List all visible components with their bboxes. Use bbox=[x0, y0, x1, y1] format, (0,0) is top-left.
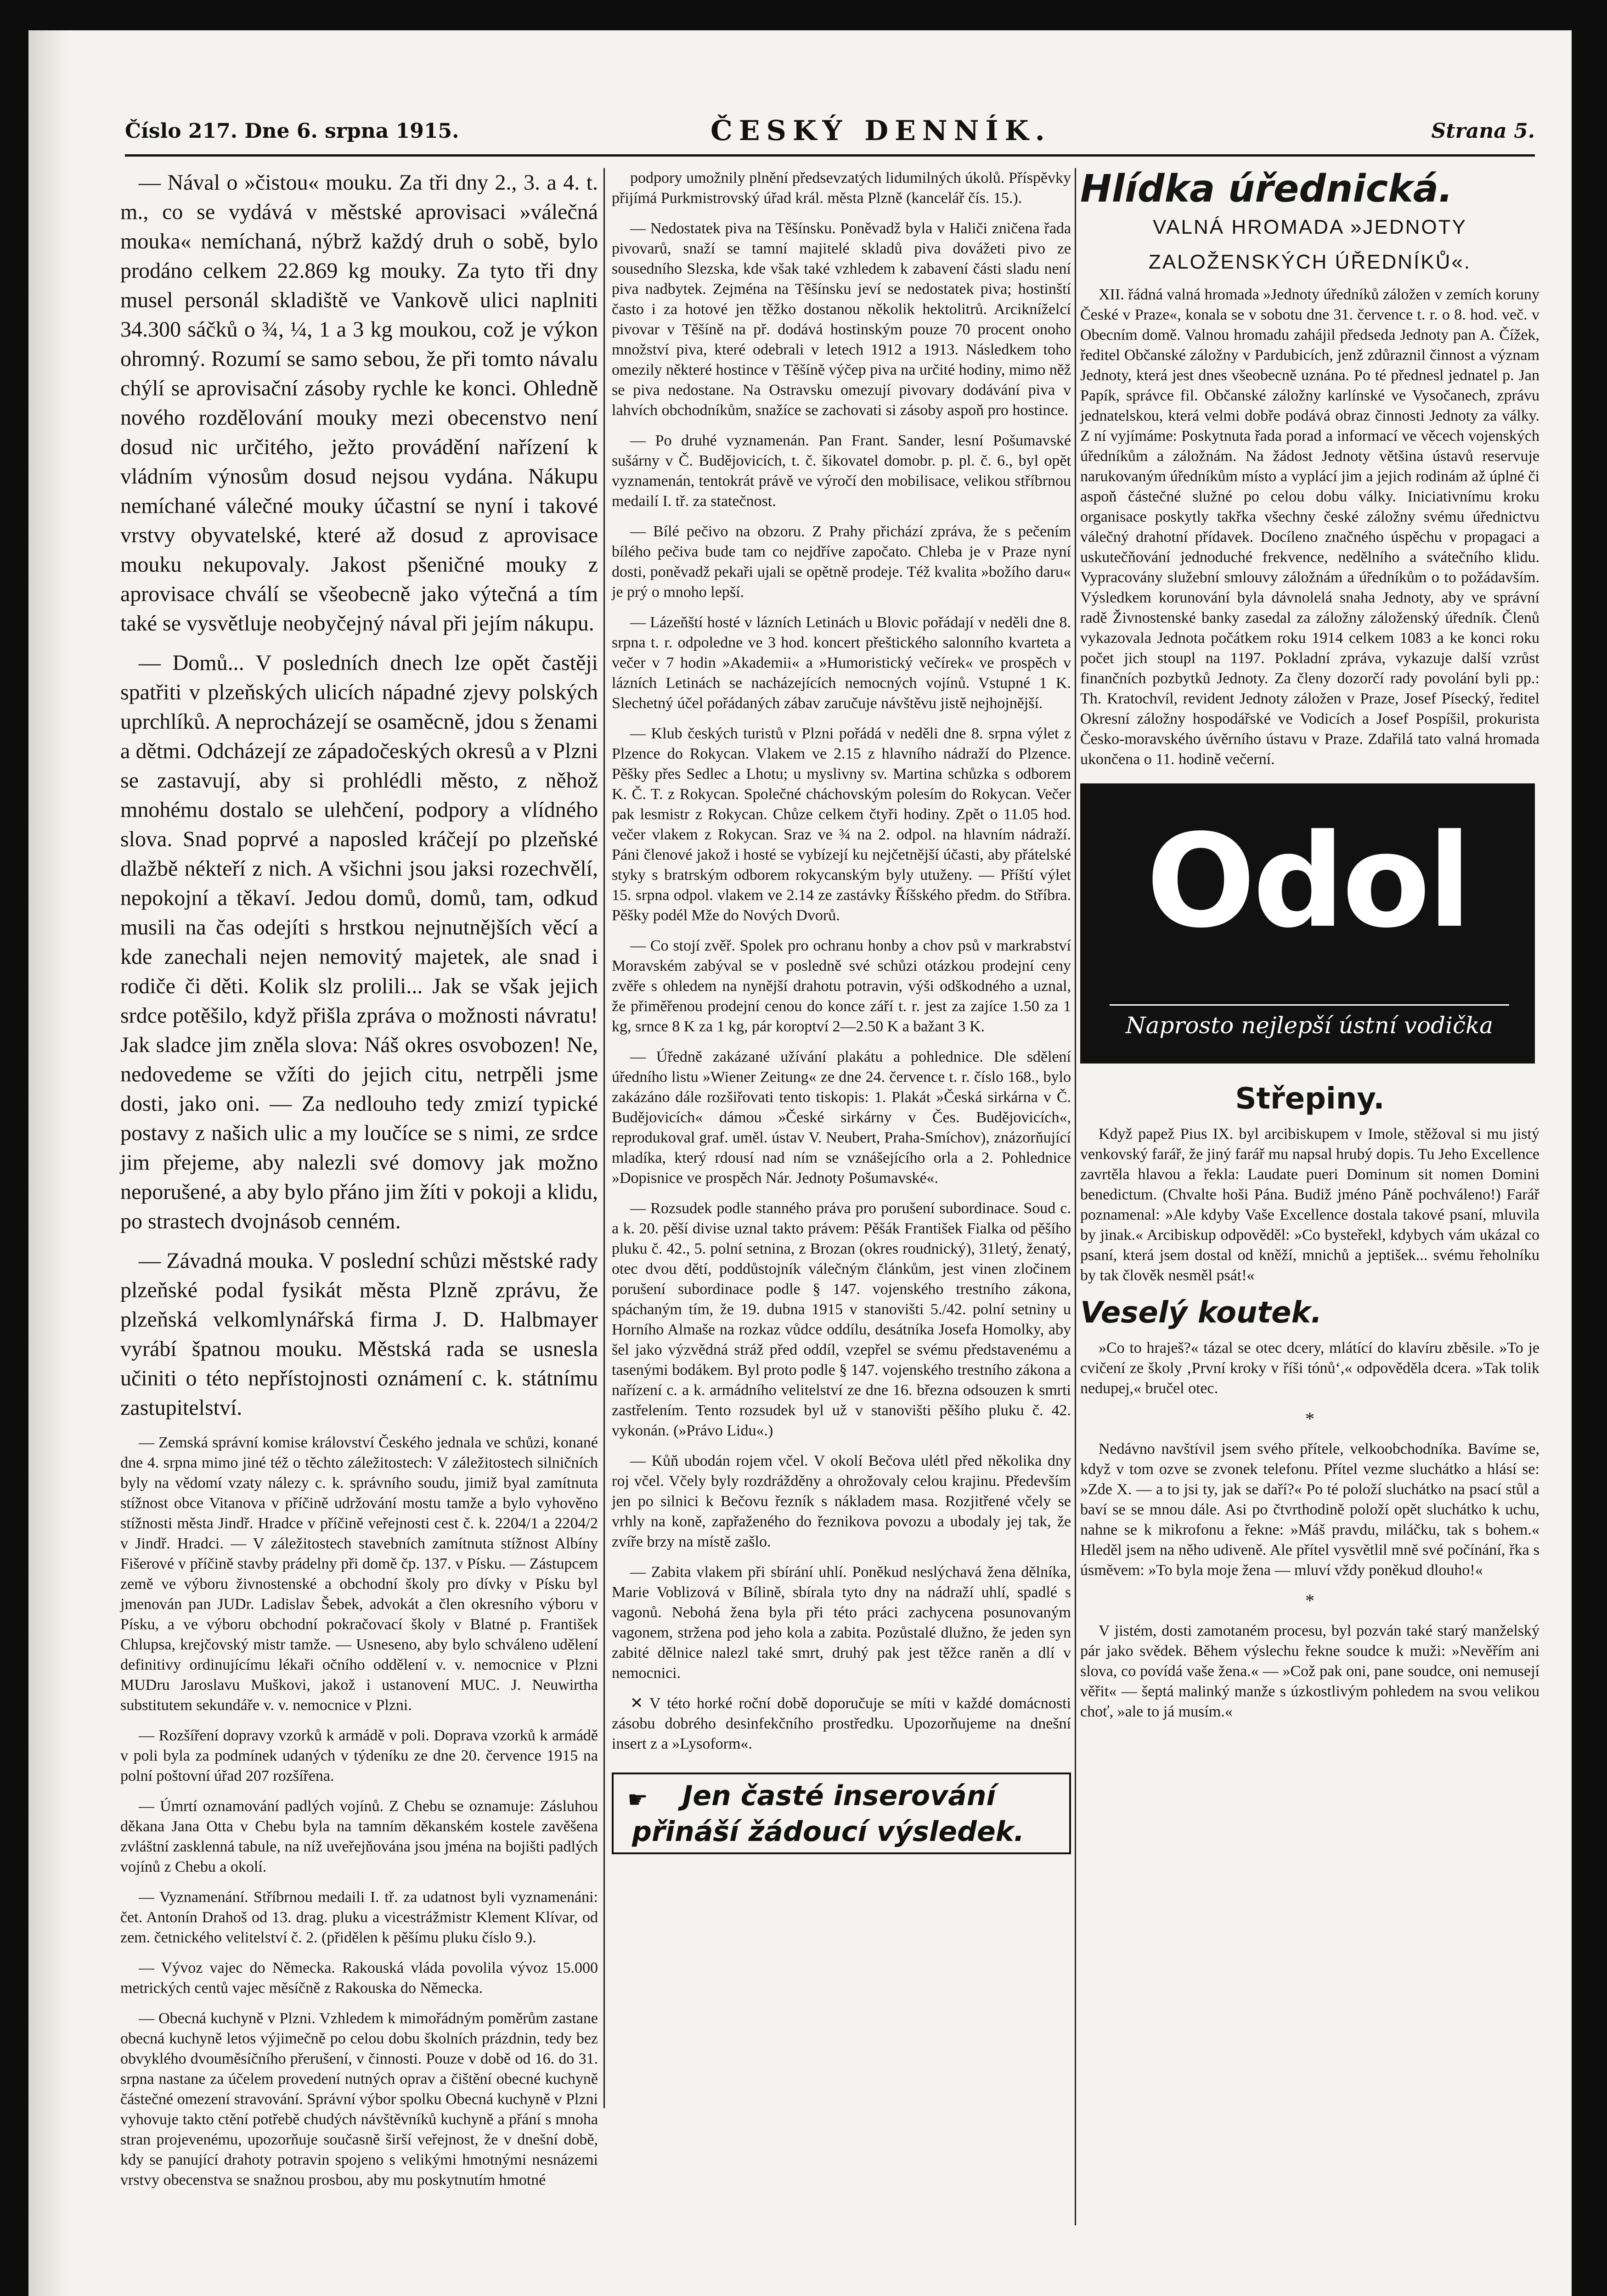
separator-star: * bbox=[1305, 1408, 1314, 1429]
column-1 bbox=[120, 168, 598, 2193]
article-obecna-kuchyne: — Obecná kuchyně v Plzni. Vzhledem k mimořádným poměrům zastane obecná kuchyně letos výjimečně po celou dobu školních prázdnin, tedy bez obvyklého dvouměsíčního přerušení, v činnosti. Pouze v době od 16. do 31. srpna nastane za účelem provedení nutných oprav a čištění obecné kuchyně částečné omezení stravování. Správní výbor spolku Obecná kuchyně v Plzni vyhovuje takto ctění potřebě chudých návštěvníků kuchyně a přání s mnoha stran projevenému, upozorňuje současně širší veřejnost, že v dnešní době, kdy se panující drahoty potravin spojeno s velikými hmotnými nesnázemi vrstvy obecenstva se snažnou prosbou, aby mu poskytnutím hmotné bbox=[120, 2010, 598, 2189]
article-zakazany-plakat: — Úředně zakázané užívání plakátu a pohlednice. Dle sdělení úředního listu »Wiener Zeitung« ze dne 24. července t. r. číslo 168., bylo zakázáno dále rozšiřovati tento tiskopis: 1. Plakát »Česká sirkárna v Č. Budějovicích« dámou »České sirkárny v Čes. Budějovicích«, reprodukoval graf. uměl. ústav V. Neubert, Praha-Smíchov), znázorňující mladíka, který rdousí nad ním se vznášejícího orla a 2. Pohlednice »Dopisnice ve prospěch Nár. Jednoty Pošumavské«. bbox=[612, 1048, 1071, 1187]
article-naval-mouka: — Nával o »čistou« mouku. Za tři dny 2., 3. a 4. t. m., co se vydává v městské aprovisaci »válečná mouka« nemíchaná, nýbrž každý druh o sobě, bylo prodáno celkem 22.869 kg mouky. Za tyto tři dny musel personál skladiště ve Vankově ulici naplniti 34.300 sáčků o ¾, ¼, 1 a 3 kg moukou, což je výkon ohromný. Rozumí se samo sebou, že při tomto návalu chýlí se aprovisační zásoby rychle ke konci. Ohledně nového rozdělování mouky mezi obecenstvo není dosud nic určitého, ježto provádění nařízení k vládním výnosům dosud nejsou vydána. Nákupu nemíchané válečné mouky účastní se nyní i takové vrstvy obyvatelské, které až dosud z aprovisace mouku nekupovaly. Jakost pšeničné mouky z aprovisace chválí se všeobecně jako výtečná a tím také se vysvětluje neobyčejný nával při jejím nákupu. bbox=[120, 170, 598, 636]
page-number: Strana 5. bbox=[1431, 119, 1535, 143]
article-rozsudek: — Rozsudek podle stanného práva pro porušení subordinace. Soud c. a k. 20. pěší divise uznal takto právem: Pěšák František Fialka od pěšího pluku č. 42., 5. polní setnina, z Brozan (okres roudnický), 31letý, ženatý, otec dvou dětí, poddůstojník válečným článkům, jest vinen zločinem porušení subordinace podle § 147. vojenského trestního zákona, spáchaným tím, že 19. dubna 1915 v stanovišti 5./42. polní setniny u Horního Almaše na rozkaz vůdce oddílu, desátníka Josefa Homolky, aby šel jako výzvědná stráž před oddíl, vzepřel se svému představenému a tasenými bodákem. Byl proto podle § 147. vojenského trestního zákona a nařízení c. a k. armádního velitelství ze dne 16. března odsouzen k smrti zastřelením. Tento rozsudek byl už v stanovišti pěšího pluku č. 42. vykonán. (»Právo Lidu«.) bbox=[612, 1200, 1071, 1439]
joke-telefon: Nedávno navštívil jsem svého přítele, velkoobchodníka. Bavíme se, když v tom ozve se zvonek telefonu. Přítel vezme sluchátko a hlásí se: »Zde X. — a to jsi ty, jak se daří?« Po té položí sluchátko na psací stůl a baví se se mnou dále. Asi po čtvrthodině položí opět sluchátko k uchu, nahne se k mikrofonu a řekne: »Máš pravdu, miláčku, tak s bohem.« Hleděl jsem na něho udiveně. Ale přítel vysvětlil mně své počínání, řka s úsměvem: »To byla moje žena — mluví vždy poněkud dlouho!« bbox=[1080, 1441, 1539, 1579]
article-lazensti-hoste: — Lázeňští hosté v lázních Letinách u Blovic pořádají v neděli dne 8. srpna t. r. odpoledne ve 3 hod. koncert přeštického salonního kvarteta a večer v 7 hodin »Akademii« a »Humoristický večírek« ve prospěch v lázních Letinách se nacházejících nemocných vojínů. Vstupné 1 K. Slechetný účel pořádaných zábav zaručuje návštěvu jistě nejhojnější. bbox=[612, 614, 1071, 712]
column-rule bbox=[1075, 168, 1076, 2225]
section-title-vesely-koutek: Veselý koutek. bbox=[1080, 1296, 1322, 1330]
article-strepiny: Když papež Pius IX. byl arcibiskupem v Imole, stěžoval si mu jistý venkovský farář, že jiný farář mu napsal hrubý dopis. Tu Jeho Excellence zavrtěla hlavou a řekla: Laudate pueri Dominum sit nomen Domini benedictum. (Chvalte hoši Pána. Budiž jméno Páně pochváleno!) Farář poznamenal: »Ale kdyby Vaše Excellence dostala takové psaní, mluvila by jinak.« Arcibiskup odpověděl: »Co bysteřekl, kdybych vám ukázal co psaní, která jsem dostal od kněží, mnichů a jeptišek... svému řeholníku by tak člověk nesměl psát!« bbox=[1080, 1125, 1539, 1284]
subheading-jednota: ZALOŽENSKÝCH ÚŘEDNÍKŮ«. bbox=[1148, 251, 1472, 273]
banner-line-2: přináší žádoucí výsledek. bbox=[632, 1816, 1025, 1848]
column-2 bbox=[612, 168, 1071, 2108]
odol-slogan: Naprosto nejlepší ústní vodička bbox=[1110, 1004, 1509, 1039]
article-bile-pecivo: — Bílé pečivo na obzoru. Z Prahy přichází zpráva, že s pečením bílého pečiva bude tam co nejdříve započato. Chleba je v Praze nyní dosti, poněvadž pekaři ujali se opětně prodeje. Též kvalita »božího daru« je prý o mnoho lepší. bbox=[612, 523, 1071, 601]
column-3 bbox=[1080, 168, 1539, 2225]
article-zavadna-mouka: — Závadná mouka. V poslední schůzi městské rady plzeňské podal fysikát města Plzně zprávu, že plzeňská velkomlynářská firma J. D. Halbmayer vyrábí špatnou mouku. Městská rada se usnesla učiniti o této nepřístojnosti oznámení c. k. státnímu zastupitelství. bbox=[120, 1249, 598, 1420]
odol-logo: Odol bbox=[1146, 807, 1469, 957]
article-nedostatek-piva: — Nedostatek piva na Těšínsku. Poněvadž byla v Haliči zničena řada pivovarů, snaží se tamní majitelé skladů piva dovážeti pivo ze sousedního Slezska, kde však také vzhledem k zabavení části sladu není piva nadbytek. Zejména na Těšínsku jeví se nedostatek piva; hostinští často i za hotové jen těžko dostanou několik hektolitrů. Arcikníželcí pivovar v Těšíně na př. dodává hostinským pouze 70 procent onoho množství piva, které odebrali v letech 1912 a 1913. Následkem toho omezily některé hostince v Těšíně výčep piva na určité hodiny, mimo něž se piva nedostane. Na Ostravsku omezují pivovary dodávání piva v lahvích obchodníkům, snažíce se zachovati si zásoby aspoň pro hostince. bbox=[612, 220, 1071, 419]
banner-line-1: Jen časté inserování bbox=[682, 1780, 996, 1812]
odol-advertisement bbox=[1080, 783, 1535, 1064]
article-klub-turistu: — Klub českých turistů v Plzni pořádá v neděli dne 8. srpna výlet z Plzence do Rokycan. Vlakem ve 2.15 z hlavního nádraží do Plzence. Pěšky přes Sedlec a Lhotu; u myslivny sv. Martina schůzka s odborem K. Č. T. z Rokycan. Společné cháchovským polesím do Rokycan. Večer pak lesmistr z Rokycan. Chůze celkem čtyři hodiny. Zpět o 11.05 hod. večer vlakem z Rokycan. Sraz ve ¾ na 2. odpol. na hlavním nádraží. Páni členové jakož i hosté se vybízejí ku nejčetnější účasti, aby přátelské styky s bratrským odborem rokycanským byly utuženy. — Příští výlet 15. srpna odpol. vlakem ve 2.14 ze zastávky Říšského předm. do Stříbra. Pěšky podél Mže do Nových Dvorů. bbox=[612, 725, 1071, 924]
issue-date: Číslo 217. Dne 6. srpna 1915. bbox=[125, 119, 459, 143]
article-vyvoz-vajec: — Vývoz vajec do Německa. Rakouská vláda povolila vývoz 15.000 metrických centů vajec měsíčně z Rakouska do Německa. bbox=[120, 1959, 598, 1997]
joke-proces: V jistém, dosti zamotaném procesu, byl pozván také starý manželský pár jako svědek. Během výslechu řekne soudce k muži: »Nevěřím ani slova, co povídá vaše žena.« — »Což pak oni, pane soudce, oni nemusejí věřit« — šeptá malinký manže s úzkostlivým pohledem na svou velikou choť, »ale to já musím.« bbox=[1080, 1622, 1539, 1720]
article-valna-hromada: XII. řádná valná hromada »Jednoty úředníků záložen v zemích koruny České v Praze«, konala se v sobotu dne 31. července t. r. o 8. hod. več. v Obecním domě. Valnou hromadu zahájil předseda Jednoty pan A. Čížek, ředitel Občanské záložny v Pardubicích, jenž zdůraznil činnost a význam Jednoty, která jest dnes všeobecně uznána. Po té přednesl jednatel p. Jan Papík, správce fil. Občanské záložny karlínské ve Vysočanech, zprávu jednatelskou, která velmi dobře podává obraz činnosti Jednoty za války. Z ní vyjímáme: Poskytnuta řada porad a informací ve věcech vojenských úředníkům a záložnám. Na žádost Jednoty většina ústavů reservuje narukovaným úředníkům místo a vyplácí jim a jejich rodinám až úplné či aspoň částečné služné po celou dobu války. Iniciativnímu kroku organisace poskytly takřka všechny české záložny svému úřednictvu válečný drahotní přídavek. Docíleno značného úspěchu v propagaci a uskutečňování jednoduché frekvence, nedělního a svátečního klidu. Vypracovány služební smlouvy záložnám a úředníkům o to požádavším. Výsledkem korunování byla dávnolelá snaha Jednoty, aby ve správní radě Živnostenské banky zasedal za záložny záloženský úředník. Členů vykazovala Jednota počátkem roku 1914 celkem 1083 a ke konci roku počet jich stoupl na 1197. Pokladní zpráva, vykazuje další vzrůst finančních pozbytků Jednoty. Za členy dozorčí rady povolání byli pp.: Th. Kratochvíl, revident Jednoty záložen v Praze, Josef Písecký, ředitel Okresní záložny hospodářské ve Vodicích a Josef Pospíšil, prokurista Česko-moravského úvěrního ústavu v Praze. Zdařilá tato valná hromada ukončena o 11. hodině večerní. bbox=[1080, 286, 1539, 768]
article-zabita-vlakem: — Zabita vlakem při sbírání uhlí. Poněkud neslýchavá žena dělníka, Marie Voblizová v Bílině, sbírala tyto dny na nádraží uhlí, spadlé s vagonů. Nebohá žena byla při této práci zachycena posunovaným vagonem, stržena pod jeho kola a zabita. Pozůstalé dlužno, že jeden syn zabité dělnice nalezl také smrt, druhý pak jest těžce raněn a dlí v nemocnici. bbox=[612, 1564, 1071, 1682]
newspaper-title: ČESKÝ DENNÍK. bbox=[710, 115, 1051, 147]
article-zemska-komise: — Zemská správní komise království Českého jednala ve schůzi, konané dne 4. srpna mimo jiné též o těchto záležitostech: V záležitostech silničních byly na vědomí vzaty nálezy c. k. správního soudu, jimiž byal zamítnuta stížnost obce Vitanova v příčině udržování mostu tamže a bylo vyhověno stížnosti města Jindř. Hradce v příčině veřejnosti cest č. k. 2204/1 a 2204/2 v Jindř. Hradci. — V záležitostech stavebních zamítnuta stížnost Albíny Fišerové v příčině stavby prádelny při domě čp. 137. v Písku. — Zástupcem země ve výboru živnostenské a obchodní školy pro dívky v Písku byl jmenován pan JUDr. Ladislav Šebek, advokát a člen okresního výboru v Písku, a ve výboru obchodní pokračovací školy v Blatné p. František Chlupsa, krejčovský mistr tamže. — Usneseno, aby bylo schváleno udělení definitivy ordinujícímu lékaři očního oddělení v. v. nemocnice v Plzni MUDru Jaroslavu Muškovi, jakož i ustanovení MUC. J. Neuwirtha substitutem sekundáře v. v. nemocnice v Plzni. bbox=[120, 1434, 598, 1714]
newspaper-page bbox=[28, 30, 1572, 2296]
article-kun-ubodan: — Kůň ubodán rojem včel. V okolí Bečova ulétl před několika dny roj včel. Včely byly rozdrážděny a ohrožovaly celou krajinu. Především jen po silnici k Bečovu řezník s nákladem masa. Rozjitřené včely se vrhly na koně, zapřaženého do řeznikova povozu a ubodaly jej tak, že zvíře brzy na místě zašlo. bbox=[612, 1452, 1071, 1550]
article-vyznamenani: — Vyznamenání. Stříbrnou medaili I. tř. za udatnost byli vyznamenáni: čet. Antonín Drahoš od 13. drag. pluku a vicestrážmistr Klement Klívar, od zem. četnického velitelství č. 2. (přidělen k pěšímu pluku číslo 9.). bbox=[120, 1889, 598, 1946]
article-druhe-vyznamenani: — Po druhé vyznamenán. Pan Frant. Sander, lesní Pošumavské sušárny v Č. Budějovicích, t. č. šikovatel domobr. p. pl. č. 6., byl opět vyznamenán, tentokrát právě ve výročí den mobilisace, velikou stříbrnou medailí I. tř. za statečnost. bbox=[612, 432, 1071, 510]
article-lysoform: ✕ V této horké roční době doporučuje se míti v každé domácnosti zásobu dobrého desinfekčního prostředku. Upozorňujeme na dnešní insert z a »Lysoform«. bbox=[612, 1695, 1071, 1752]
subheading-valna-hromada: VALNÁ HROMADA »JEDNOTY bbox=[1153, 216, 1467, 238]
section-title-strepiny: Střepiny. bbox=[1235, 1082, 1385, 1116]
masthead bbox=[125, 113, 1535, 157]
inserce-banner bbox=[612, 1773, 1071, 1854]
article-domu: — Domů... V posledních dnech lze opět častěji spatřiti v plzeňských ulicích nápadné zjevy polských uprchlíků. A neprocházejí se osaměcně, jdou s ženami a dětmi. Odcházejí ze západočeských okresů a v Plzni se zastavují, aby si prohlédli město, z něhož mnohému dostalo se ulehčení, podpory a vlídného slova. Snad poprvé a naposled kráčejí po plzeňské dlažbě nékteří z nich. A všichni jsou jaksi rozechvělí, nepokojní a těkaví. Jedou domů, domů, tam, odkud musili na čas odejíti s hrstkou nejnutnějších věcí a kde zanechali nejen nemovitý majetek, ale snad i rodiče či děti. Kolik slz prolili... Jak se však jejich srdce potěšilo, když přišla zpráva o možnosti návratu! Jak sladce jim zněla slova: Náš okres osvobozen! Ne, nedovedeme se vžíti do jejich citu, netrpěli jsme dosti, jako oni. — Za nedlouho tedy zmizí typické postavy z našich ulic a my loučíce se s nimi, ze srdce jim přejeme, aby nalezli své domovy jak možno neporušené, a aby bylo přáno jim žíti v pokoji a klidu, po strastech dvojnásob cenném. bbox=[120, 651, 598, 1233]
joke-klavir: »Co to hraješ?« tázal se otec dcery, mlátící do klavíru zběsile. »To je cvičení ze školy ‚První kroky v říši tónů‘,« odpověděla dcera. »Tak tolik nedupej,« bručel otec. bbox=[1080, 1339, 1539, 1397]
article-padli-vojini: — Úmrtí oznamování padlých vojínů. Z Chebu se oznamuje: Zásluhou děkana Jana Otta v Chebu byla na tamním děkanském kostele zavěšena zvláštní zasklenná tabule, na níž uveřejňována jsou jména na bojišti padlých vojínů z Chebu a okolí. bbox=[120, 1798, 598, 1875]
pointing-hand-icon: ☛ bbox=[627, 1786, 648, 1813]
article-podpory: podpory umožnily plnění předsevzatých lidumilných úkolů. Příspěvky přijímá Purkmistrovský úřad král. města Plzně (kancelář čís. 15.). bbox=[612, 169, 1071, 207]
column-rule bbox=[603, 168, 605, 2108]
separator-star: * bbox=[1305, 1590, 1314, 1611]
article-doprava-vzorku: — Rozšíření dopravy vzorků k armádě v poli. Doprava vzorků k armádě v poli byla za podmínek udaných v týdeníku ze dne 20. července 1915 na polní poštovní úřad 207 rozšířena. bbox=[120, 1727, 598, 1784]
section-title-hlidka: Hlídka úřednická. bbox=[1080, 167, 1453, 211]
article-co-stoji-zver: — Co stojí zvěř. Spolek pro ochranu honby a chov psů v markrabství Moravském zabýval se v posledně své schůzi otázkou prodejní ceny zvěře s ohledem na nynější drahotu potravin, výši odškodného a uznal, že přiměřenou prodejní cenou do konce září t. r. jest za zajíce 1.50 za 1 kg, srnce 8 K za 1 kg, pár koroptví 2—2.50 K a bažant 3 K. bbox=[612, 937, 1071, 1035]
